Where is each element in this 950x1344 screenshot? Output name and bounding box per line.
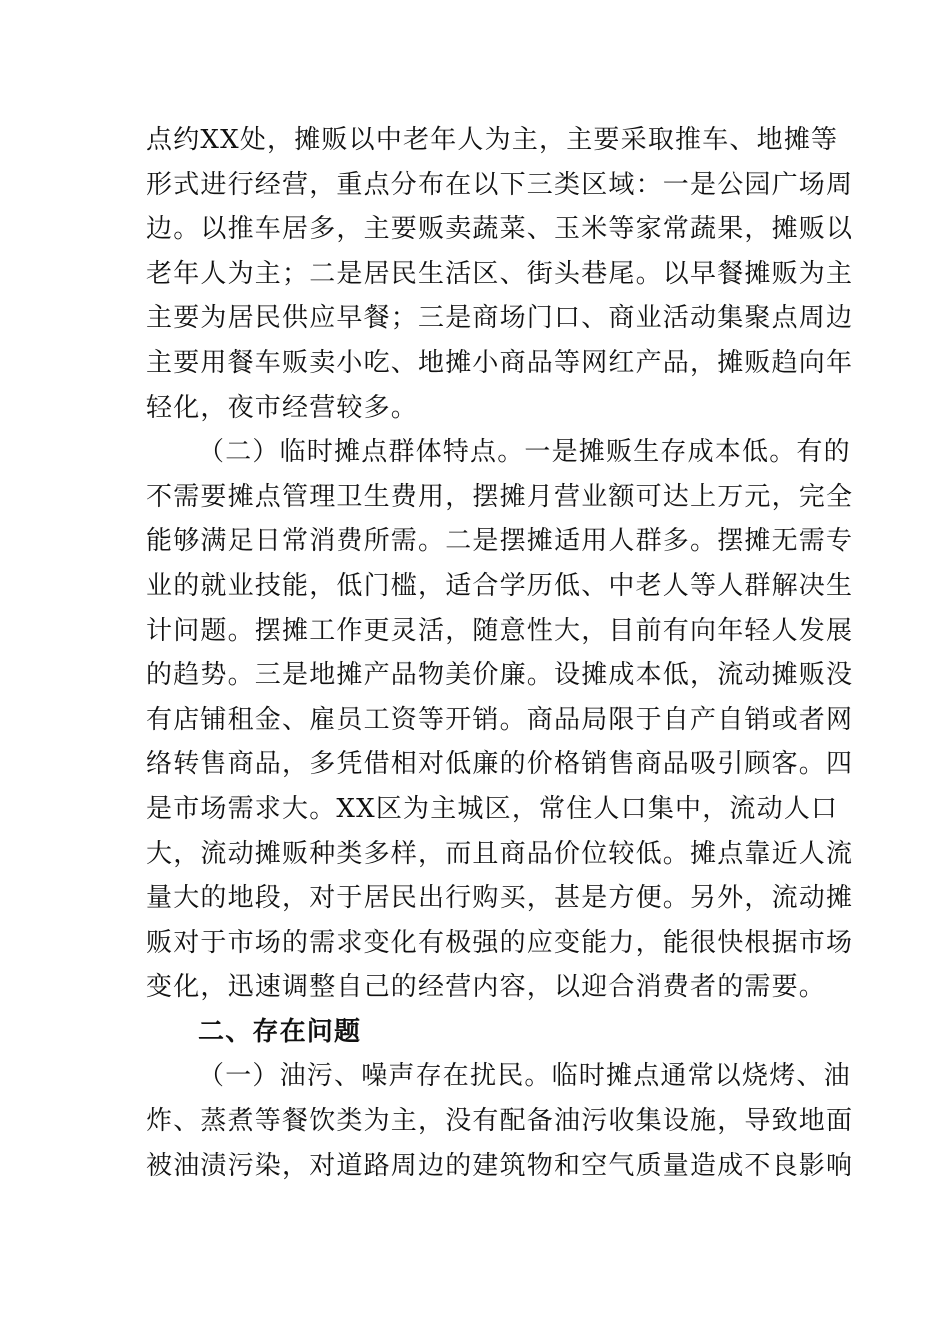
text-line: 大，流动摊贩种类多样，而且商品价位较低。摊点靠近人流 [146, 838, 854, 869]
text-line: 贩对于市场的需求变化有极强的应变能力，能很快根据市场 [146, 927, 854, 958]
text-line: 络转售商品，多凭借相对低廉的价格销售商品吸引顾客。四 [146, 749, 854, 780]
text-line: 量大的地段，对于居民出行购买，甚是方便。另外，流动摊 [146, 883, 854, 914]
text-line: 业的就业技能，低门槛，适合学历低、中老人等人群解决生 [146, 570, 854, 601]
text-line: 主要用餐车贩卖小吃、地摊小商品等网红产品，摊贩趋向年 [146, 347, 854, 378]
text-line: 点约XX处，摊贩以中老年人为主，主要采取推车、地摊等 [146, 125, 839, 155]
section-heading: 二、存在问题 [198, 1016, 362, 1047]
text-line: 炸、蒸煮等餐饮类为主，没有配备油污收集设施，导致地面 [146, 1106, 854, 1137]
text-line: 能够满足日常消费所需。二是摆摊适用人群多。摆摊无需专 [146, 526, 854, 557]
text-line: 不需要摊点管理卫生费用，摆摊月营业额可达上万元，完全 [146, 481, 854, 512]
text-line: 边。以推车居多，主要贩卖蔬菜、玉米等家常蔬果，摊贩以 [146, 214, 854, 245]
text-line: 的趋势。三是地摊产品物美价廉。设摊成本低，流动摊贩没 [146, 660, 854, 691]
text-line: 主要为居民供应早餐；三是商场门口、商业活动集聚点周边 [146, 303, 854, 334]
text-line: 是市场需求大。XX区为主城区，常住人口集中，流动人口 [146, 793, 839, 824]
document-page [146, 118, 854, 1188]
subsection-paragraph-start: （二）临时摊点群体特点。一是摊贩生存成本低。有的 [198, 437, 851, 468]
subsection-paragraph-start: （一）油污、噪声存在扰民。临时摊点通常以烧烤、油 [198, 1061, 851, 1092]
text-line: 计问题。摆摊工作更灵活，随意性大，目前有向年轻人发展 [146, 615, 854, 646]
text-line: 被油渍污染，对道路周边的建筑物和空气质量造成不良影响 [146, 1150, 854, 1181]
text-line: 轻化，夜市经营较多。 [146, 392, 419, 423]
text-line: 形式进行经营，重点分布在以下三类区域：一是公园广场周 [146, 169, 854, 200]
text-line: 有店铺租金、雇员工资等开销。商品局限于自产自销或者网 [146, 704, 854, 735]
text-line: 老年人为主；二是居民生活区、街头巷尾。以早餐摊贩为主 [146, 258, 854, 289]
text-line: 变化，迅速调整自己的经营内容，以迎合消费者的需要。 [146, 972, 827, 1003]
